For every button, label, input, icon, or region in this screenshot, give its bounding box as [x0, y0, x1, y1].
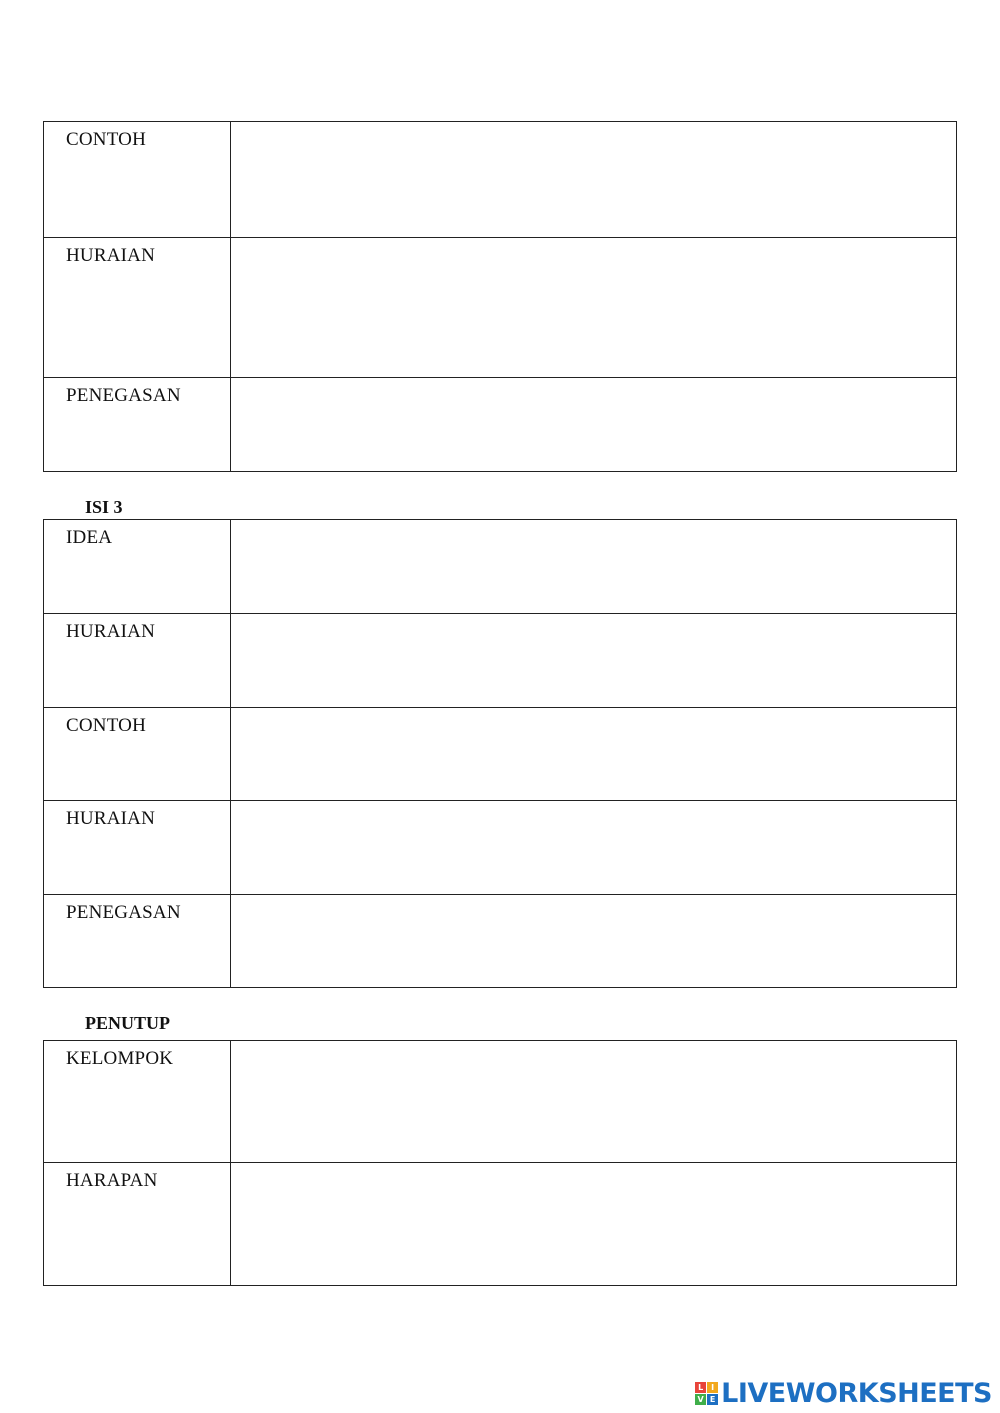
table-previous-isi — [43, 121, 957, 472]
table-row — [44, 801, 957, 895]
badge-letter: L — [695, 1382, 706, 1393]
table-row — [44, 520, 957, 614]
answer-field-penegasan[interactable] — [231, 895, 957, 988]
table-row — [44, 614, 957, 708]
table-row — [44, 895, 957, 988]
row-label-huraian: HURAIAN — [44, 614, 231, 708]
row-label-penegasan: PENEGASAN — [44, 378, 231, 472]
badge-letter: V — [695, 1394, 706, 1405]
table-row — [44, 1163, 957, 1286]
row-label-harapan: HARAPAN — [44, 1163, 231, 1286]
row-label-contoh: CONTOH — [44, 708, 231, 801]
section-heading-isi3: ISI 3 — [85, 497, 123, 517]
liveworksheets-logo — [695, 1379, 992, 1407]
table-row — [44, 1041, 957, 1163]
row-label-idea: IDEA — [44, 520, 231, 614]
table-isi3 — [43, 519, 957, 988]
row-label-huraian: HURAIAN — [44, 801, 231, 895]
answer-field-idea[interactable] — [231, 520, 957, 614]
answer-field-harapan[interactable] — [231, 1163, 957, 1286]
section-heading-penutup: PENUTUP — [85, 1013, 170, 1033]
answer-field-huraian[interactable] — [231, 614, 957, 708]
badge-letter: I — [707, 1382, 718, 1393]
row-label-kelompok: KELOMPOK — [44, 1041, 231, 1163]
answer-field-huraian[interactable] — [231, 801, 957, 895]
row-label-huraian: HURAIAN — [44, 238, 231, 378]
table-row — [44, 122, 957, 238]
table-row — [44, 238, 957, 378]
table-row — [44, 708, 957, 801]
table-penutup — [43, 1040, 957, 1286]
answer-field-contoh[interactable] — [231, 708, 957, 801]
answer-field-penegasan[interactable] — [231, 378, 957, 472]
badge-letter: E — [707, 1394, 718, 1405]
table-row — [44, 378, 957, 472]
logo-text: LIVEWORKSHEETS — [721, 1377, 992, 1409]
live-badge-icon — [695, 1382, 718, 1405]
row-label-contoh: CONTOH — [44, 122, 231, 238]
answer-field-contoh[interactable] — [231, 122, 957, 238]
answer-field-huraian[interactable] — [231, 238, 957, 378]
answer-field-kelompok[interactable] — [231, 1041, 957, 1163]
row-label-penegasan: PENEGASAN — [44, 895, 231, 988]
